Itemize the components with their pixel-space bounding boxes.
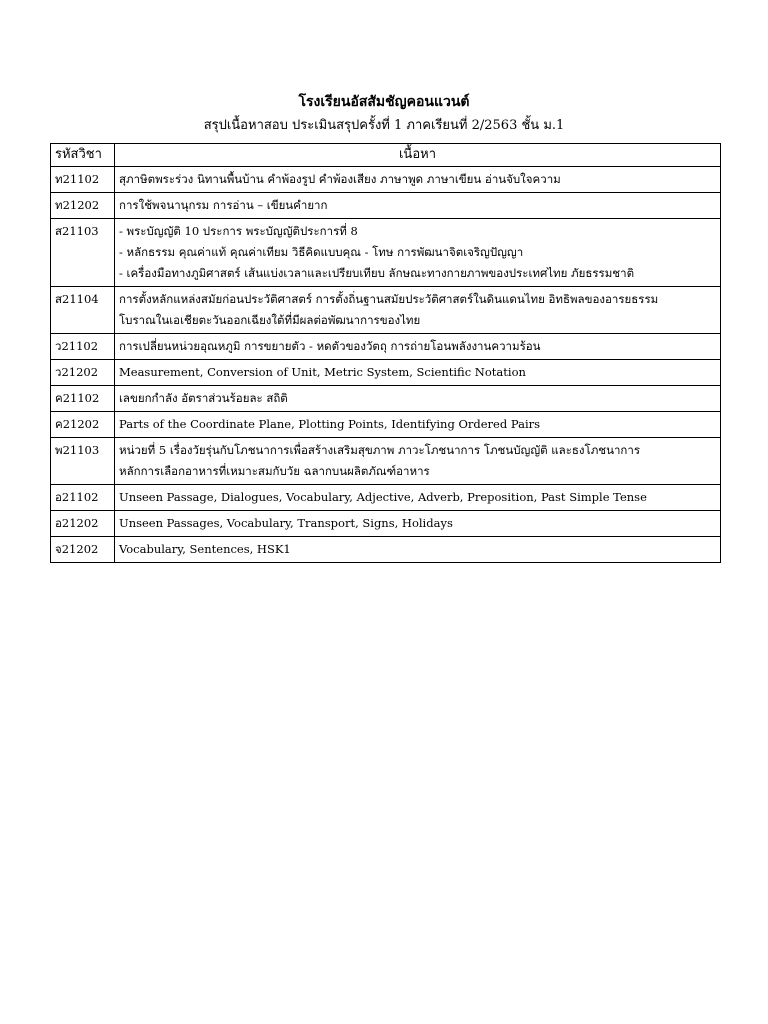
- table-row: [51, 511, 721, 537]
- table-header-row: [51, 144, 721, 167]
- table-row: [51, 334, 721, 360]
- content-cell: [115, 537, 721, 563]
- table-row: [51, 167, 721, 193]
- content-line: สุภาษิตพระร่วง นิทานพื้นบ้าน คำพ้องรูป คำพ้องเสียง ภาษาพูด ภาษาเขียน อ่านจับใจความ: [119, 172, 561, 186]
- exam-subtitle: สรุปเนื้อหาสอบ ประเมินสรุปครั้งที่ 1 ภาคเรียนที่ 2/2563 ชั้น ม.1: [203, 118, 565, 133]
- content-line: การใช้พจนานุกรม การอ่าน – เขียนคำยาก: [119, 198, 328, 212]
- subject-code-cell: ท21102: [51, 167, 115, 193]
- table-body: [51, 167, 721, 563]
- table-row: [51, 438, 721, 485]
- content-cell: [115, 438, 721, 485]
- header-subject-code: รหัสวิชา: [51, 144, 115, 167]
- content-cell: [115, 386, 721, 412]
- content-cell: [115, 287, 721, 334]
- table-row: [51, 360, 721, 386]
- content-cell: [115, 360, 721, 386]
- exam-content-table: [50, 143, 721, 563]
- subject-code-cell: ส21103: [51, 219, 115, 287]
- subject-code-cell: ว21202: [51, 360, 115, 386]
- content-line: - พระบัญญัติ 10 ประการ พระบัญญัติประการที่ 8: [119, 224, 358, 238]
- content-line: หลักการเลือกอาหารที่เหมาะสมกับวัย ฉลากบนผลิตภัณฑ์อาหาร: [119, 464, 430, 478]
- content-cell: [115, 485, 721, 511]
- subject-code-cell: ว21102: [51, 334, 115, 360]
- content-line: Unseen Passages, Vocabulary, Transport, Signs, Holidays: [119, 516, 453, 530]
- content-line: Vocabulary, Sentences, HSK1: [119, 542, 291, 556]
- subject-code-cell: ค21102: [51, 386, 115, 412]
- subject-code-cell: อ21102: [51, 485, 115, 511]
- school-title: โรงเรียนอัสสัมชัญคอนแวนต์: [298, 94, 470, 110]
- content-line: Parts of the Coordinate Plane, Plotting Points, Identifying Ordered Pairs: [119, 417, 541, 431]
- table-row: [51, 485, 721, 511]
- subject-code-cell: พ21103: [51, 438, 115, 485]
- content-line: หน่วยที่ 5 เรื่องวัยรุ่นกับโภชนาการเพื่อสร้างเสริมสุขภาพ ภาวะโภชนาการ โภชนบัญญัติ และธงโภชนาการ: [119, 443, 640, 457]
- content-line: Unseen Passage, Dialogues, Vocabulary, Adjective, Adverb, Preposition, Past Simple Tense: [119, 490, 647, 504]
- content-line: เลขยกกำลัง อัตราส่วนร้อยละ สถิติ: [119, 391, 288, 405]
- header-content: เนื้อหา: [115, 144, 721, 167]
- subject-code-cell: อ21202: [51, 511, 115, 537]
- content-cell: [115, 412, 721, 438]
- content-line: - หลักธรรม คุณค่าแท้ คุณค่าเทียม วิธีคิดแบบคุณ - โทษ การพัฒนาจิตเจริญปัญญา: [119, 245, 524, 259]
- table-row: [51, 412, 721, 438]
- subject-code-cell: จ21202: [51, 537, 115, 563]
- table-row: [51, 386, 721, 412]
- content-line: - เครื่องมือทางภูมิศาสตร์ เส้นแบ่งเวลาและเปรียบเทียบ ลักษณะทางกายภาพของประเทศไทย ภัยธรรมชาติ: [119, 266, 635, 280]
- content-cell: [115, 167, 721, 193]
- content-line: การเปลี่ยนหน่วยอุณหภูมิ การขยายตัว - หดตัวของวัตถุ การถ่ายโอนพลังงานความร้อน: [119, 339, 541, 353]
- content-cell: [115, 511, 721, 537]
- content-line: Measurement, Conversion of Unit, Metric System, Scientific Notation: [119, 365, 526, 379]
- subject-code-cell: ค21202: [51, 412, 115, 438]
- content-line: การตั้งหลักแหล่งสมัยก่อนประวัติศาสตร์ การตั้งถิ่นฐานสมัยประวัติศาสตร์ในดินแดนไทย อิทธิพลของอารยธรรม: [119, 292, 659, 306]
- content-cell: [115, 334, 721, 360]
- table-row: [51, 287, 721, 334]
- content-cell: [115, 193, 721, 219]
- table-row: [51, 537, 721, 563]
- subject-code-cell: ส21104: [51, 287, 115, 334]
- content-cell: [115, 219, 721, 287]
- content-line: โบราณในเอเชียตะวันออกเฉียงใต้ที่มีผลต่อพัฒนาการของไทย: [119, 313, 421, 327]
- table-row: [51, 219, 721, 287]
- subject-code-cell: ท21202: [51, 193, 115, 219]
- table-row: [51, 193, 721, 219]
